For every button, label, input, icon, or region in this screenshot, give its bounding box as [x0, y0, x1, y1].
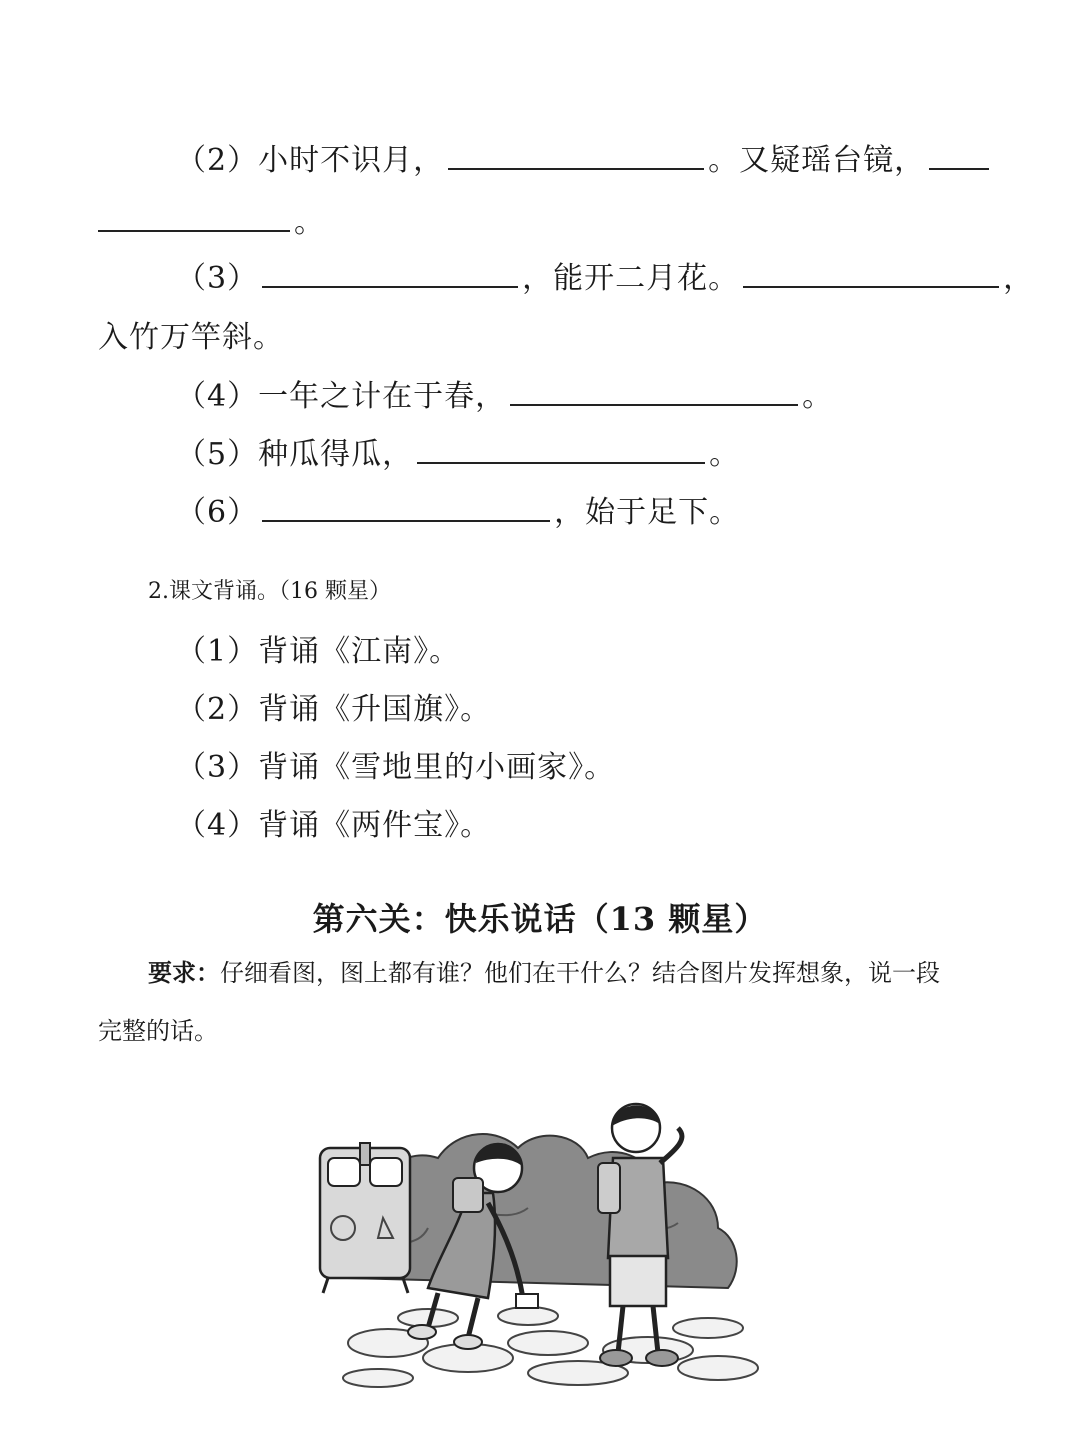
item-label: （5） — [176, 437, 259, 472]
fill-item-3-cont — [98, 320, 284, 356]
item-label: （3） — [176, 750, 259, 785]
item-text: 。 — [709, 437, 741, 472]
fill-item-4 — [176, 378, 833, 415]
fill-item-6 — [176, 494, 740, 531]
item-text: 背诵《升国旗》。 — [258, 692, 492, 727]
fill-item-2-cont — [98, 204, 325, 241]
item-label: （3） — [176, 261, 259, 296]
item-text: ，能开二月花。 — [522, 261, 740, 296]
section-title: 第六关：快乐说话（13 颗星） — [312, 900, 768, 938]
item-text: 种瓜得瓜， — [258, 437, 414, 472]
trash-bin — [320, 1143, 410, 1293]
item-text: 背诵《江南》。 — [258, 634, 461, 669]
item-text: 背诵《两件宝》。 — [258, 808, 492, 843]
recite-item — [176, 808, 491, 844]
recite-item — [176, 750, 615, 786]
item-label: （1） — [176, 634, 259, 669]
fill-item-5 — [176, 436, 740, 473]
paving-stones — [343, 1307, 758, 1387]
item-text: 入竹万竿斜。 — [98, 320, 284, 355]
answer-blank[interactable] — [98, 204, 290, 232]
children-picking-up-trash-illustration — [318, 1088, 768, 1388]
fill-item-2 — [176, 142, 989, 179]
item-text: 。 — [802, 379, 834, 414]
answer-blank[interactable] — [417, 436, 705, 464]
requirement-line-2: 完整的话。 — [98, 1017, 218, 1045]
item-text: 背诵《雪地里的小画家》。 — [258, 750, 616, 785]
answer-blank[interactable] — [262, 494, 550, 522]
item-label: （4） — [176, 379, 259, 414]
fill-item-3 — [176, 260, 1034, 297]
item-text: 。 — [294, 205, 325, 240]
item-text: ，始于足下。 — [554, 495, 741, 530]
answer-blank[interactable] — [743, 260, 999, 288]
requirement-line-1 — [148, 958, 940, 988]
answer-blank[interactable] — [262, 260, 518, 288]
answer-blank[interactable] — [448, 142, 704, 170]
item-text: ， — [1003, 261, 1035, 296]
item-label: （6） — [176, 495, 259, 530]
recite-item — [176, 692, 491, 728]
item-label: （4） — [176, 808, 259, 843]
item-text: 小时不识月， — [258, 143, 445, 178]
requirement-text: 仔细看图，图上都有谁？他们在干什么？结合图片发挥想象，说一段 — [220, 959, 940, 987]
answer-blank[interactable] — [510, 378, 798, 406]
item-label: （2） — [176, 692, 259, 727]
recite-item — [176, 634, 460, 670]
item-label: （2） — [176, 143, 259, 178]
item-text: 一年之计在于春， — [258, 379, 507, 414]
answer-blank[interactable] — [929, 142, 989, 170]
requirement-label: 要求： — [148, 958, 220, 987]
item-text: 。又疑瑶台镜， — [708, 143, 926, 178]
recite-title: 2.课文背诵。（16 颗星） — [148, 579, 391, 604]
